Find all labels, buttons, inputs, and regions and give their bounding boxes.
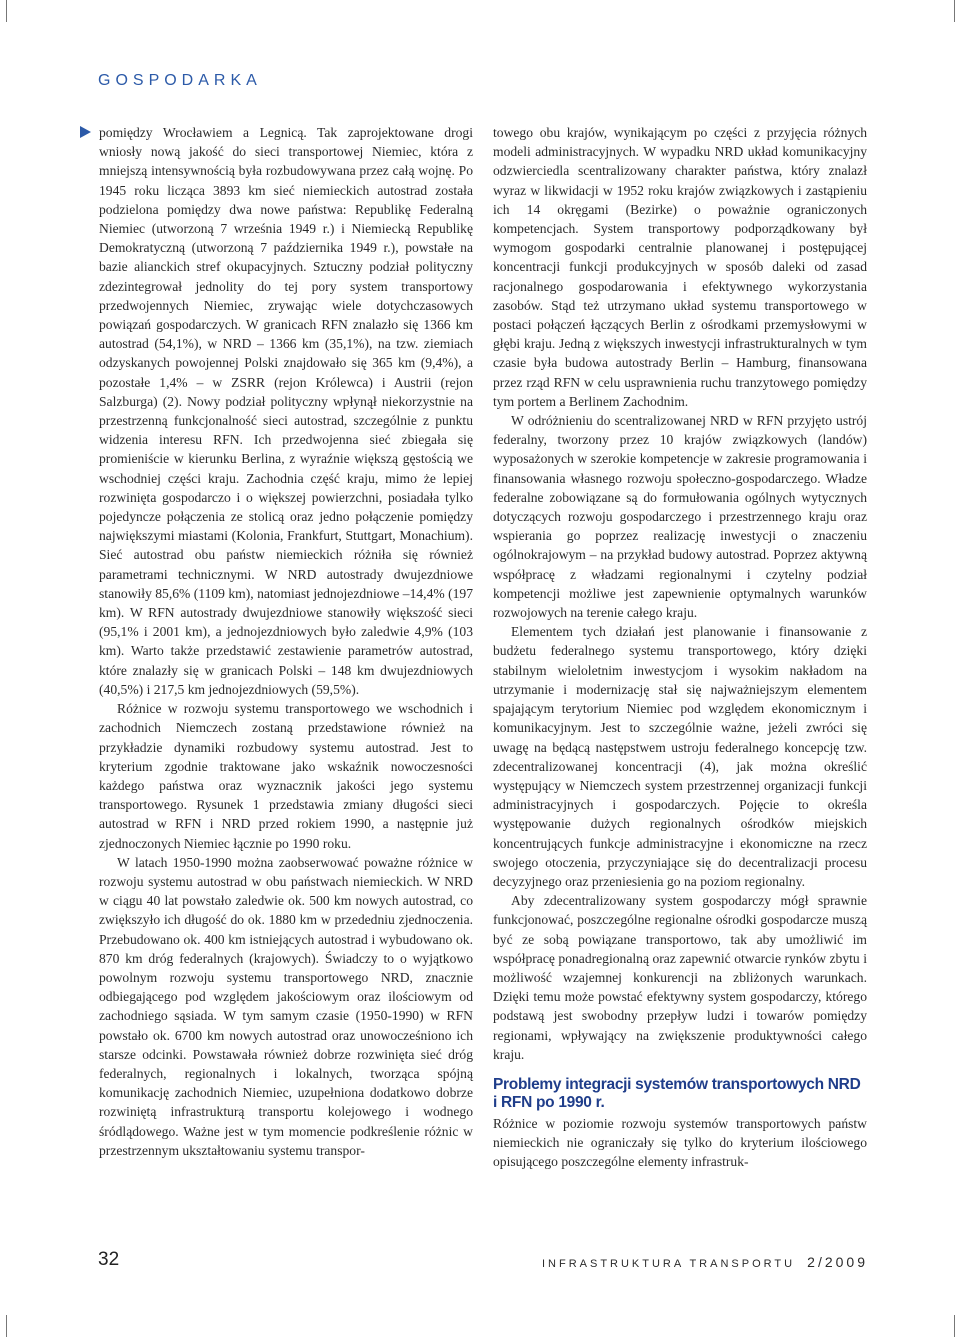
journal-footer bbox=[542, 1254, 868, 1270]
section-label: GOSPODARKA bbox=[98, 72, 262, 89]
section-heading: Problemy integracji systemów transportowych NRD i RFN po 1990 r. bbox=[493, 1075, 861, 1111]
page-number: 32 bbox=[98, 1249, 120, 1270]
paragraph: Elementem tych działań jest planowanie i finansowanie z budżetu federalnego systemu transportowego, który dzięki stabilnym wieloletnim inwestycjom i wysokim nakładom na utrzymanie i modernizację stał się najważniejszym elementem spajającym terytorium Niemiec pod względem ekonomicznym i komunikacyjnym. Jest to szczególnie ważne, jeżeli zwróci się uwagę na będącą następstwem ustroju federalnego koncepcję tzw. zdecentralizowanej koncentracji (4), jak można określić występujący w Niemczech system przestrzennej organizacji funkcji administracyjnych i gospodarczych. Pojęcie to określa występowanie dużych regionalnych ośrodków miejskich koncentrujących funkcje administracyjne i ekonomiczne na rzecz swojego otoczenia, przyczyniające się do decentralizacji procesu decyzyjnego oraz przeniesienia go na poziom regionalny. bbox=[493, 624, 867, 889]
paragraph: Różnice w poziomie rozwoju systemów transportowych państw niemieckich nie ograniczały się tylko do kryterium ilościowego opisującego poszczególne elementy infrastruk- bbox=[493, 1115, 867, 1170]
journal-issue: 2/2009 bbox=[807, 1254, 868, 1270]
paragraph: W odróżnieniu do scentralizowanej NRD w RFN przyjęto ustrój federalny, tworzony przez 10 krajów związkowych (landów) wyposażonych w szerokie kompetencje w zakresie programowania i finansowania własnego rozwoju społeczno-gospodarczego. Władze federalne zobowiązane są do formułowania ogólnych wytycznych dotyczących rozwoju gospodarczego i przestrzennego kraju oraz wspierania go poprzez realizację inwestycji o znaczeniu ogólnokrajowym – na przykład budowy autostrad. Poprzez aktywną współpracę z władzami regionalnymi i czytelny podział kompetencji możliwe jest zapewnienie optymalnych warunków rozwojowych na terenie całego kraju. bbox=[493, 413, 867, 621]
continuation-arrow-icon bbox=[80, 126, 91, 138]
paragraph: Aby zdecentralizowany system gospodarczy mógł sprawnie funkcjonować, poszczególne regionalne ośrodki gospodarcze muszą być ze sobą powiązane transportowo, tak aby umożliwić im współpracę ponadregionalną oraz zapewnić otwarcie rynków zbytu i możliwość wzajemnej konkurencji na zbliżonych warunkach. Dzięki temu może powstać efektywny system gospodarczy, którego podstawą jest swobodny przepływ ludzi i towarów pomiędzy regionami, wpływający na zwiększenie produktywności całego kraju. bbox=[493, 893, 867, 1062]
paragraph: W latach 1950-1990 można zaobserwować poważne różnice w rozwoju systemu autostrad w obu państwach niemieckich. W NRD w ciągu 40 lat powstało zaledwie ok. 500 km nowych autostrad, co zwiększyło ich długość do ok. 1880 km w przededniu zjednoczenia. Przebudowano ok. 400 km istniejących autostrad i wybudowano ok. 870 km dróg federalnych (krajowych). Świadczy to o wyjątkowo powolnym rozwoju systemu transportowego NRD, znacznie odbiegającego pod względem jakościowym oraz ilościowym od zachodniego sąsiada. W tym samym czasie (1950-1990) w RFN powstało ok. 6700 km nowych autostrad oraz unowocześniono ich starsze odcinki. Powstawała również dobrze rozwinięta sieć dróg federalnych, regionalnych i lokalnych, tworząca spójną komunikację zachodnich Niemiec, uzupełniona dodatkowo dobrze rozwiniętą infrastrukturą transportu kolejowego i wodnego śródlądowego. Ważne jest w tym momencie podkreślenie różnic w przestrzennym ukształtowaniu systemu transpor- bbox=[99, 854, 473, 1158]
paragraph: towego obu krajów, wynikającym po części z przyjęcia różnych modeli administracyjnych. W wypadku NRD układ komunikacyjny odzwierciedla scentralizowany charakter państwa, który znalazł wyraz w likwidacji w 1952 roku krajów związkowych i zastąpieniu ich 14 okręgami (Bezirke) o poważnie ograniczonych kompetencjach. System transportowy podporządkowany był wymogom gospodarki centralnie planowanej i postępującej koncentracji funkcji produkcyjnych w sposób daleki od zasad racjonalnego gospodarowania i efektywnego wykorzystania zasobów. Stąd też utrzymano układ systemu transportowego w postaci połączeń łączących Berlin z ośrodkami przemysłowymi w głębi kraju. Jedną z większych inwestycji infrastrukturalnych w tym czasie była budowa autostrady Berlin – Hamburg, finansowana przez rząd RFN w celu usprawnienia ruchu tranzytowego pomiędzy tym portem a Berlinem Zachodnim. bbox=[493, 125, 867, 409]
journal-title: INFRASTRUKTURA TRANSPORTU bbox=[541, 1258, 796, 1270]
left-column bbox=[99, 123, 473, 1160]
crop-mark-top-right bbox=[954, 0, 955, 22]
paragraph: Różnice w rozwoju systemu transportowego we wschodnich i zachodnich Niemczech zostaną przedstawione również na przykładzie dynamiki rozbudowy systemu autostrad. Jest to kryterium zgodnie traktowane jako wskaźnik nowoczesności każdego państwa oraz wyznacznik jakości jego systemu transportowego. Rysunek 1 przedstawia zmiany długości sieci autostrad w RFN i NRD przed rokiem 1990, a następnie już zjednoczonych Niemiec łącznie po 1990 roku. bbox=[99, 701, 473, 851]
crop-mark-bottom-right bbox=[954, 1315, 955, 1337]
right-column bbox=[493, 123, 867, 1172]
paragraph: pomiędzy Wrocławiem a Legnicą. Tak zaprojektowane drogi wniosły nową jakość do sieci transportowej Niemiec, która z mniejszą intensywnością była rozbudowywana przez całą wojnę. Po 1945 roku licząca 3893 km sieć niemieckich autostrad została podzielona pomiędzy dwa nowe państwa: Republikę Federalną Niemiec (utworzoną 7 września 1949 r.) i Niemiecką Republikę Demokratyczną (utworzoną 7 października 1949 r.), powstałe na bazie alianckich stref okupacyjnych. Sztuczny podział polityczny zdezintegrował jednolity do tej pory system transportowy przedwojennych Niemiec, zrywając wiele dotychczasowych powiązań gospodarczych. W granicach RFN znalazło się 1366 km autostrad (54,1%), w NRD – 1366 km (35,1%), na tzw. ziemiach odzyskanych powojennej Polski znajdowało się 365 km (9,4%), a pozostałe 1,4% – w ZSRR (rejon Królewca) i Austrii (rejon Salzburga) (2). Nowy podział polityczny wpłynął niekorzystnie na przestrzenną funkcjonalność sieci autostrad, szczególnie z punktu widzenia interesu RFN. Ich przedwojenna sieć zbiegała się promieniście w kierunku Berlina, z wyraźnie większą gęstością we wschodniej części kraju. Zachodnia część kraju, mimo że lepiej rozwinięta gospodarczo i o większej powierzchni, posiadała tylko pojedyncze połączenia ze stolicą oraz jedno połączenie pomiędzy największymi miastami (Kolonia, Frankfurt, Stuttgart, Monachium). Sieć autostrad obu państw niemieckich różniła się również parametrami technicznymi. W NRD autostrady dwujezdniowe stanowiły 85,6% (1109 km), natomiast jednojezdniowe –14,4% (197 km). W RFN autostrady dwujezdniowe stanowiły większość sieci (95,1% i 2001 km), a jednojezdniowych było zaledwie 4,9% (103 km). Warto także przedstawić zestawienie parametrów autostrad, które znalazły się w granicach Polski – 148 km dwujezdniowych (40,5%) i 217,5 km jednojezdniowych (59,5%). bbox=[99, 125, 474, 697]
crop-mark-bottom-left bbox=[6, 1315, 7, 1337]
crop-mark-top-left bbox=[6, 0, 7, 22]
